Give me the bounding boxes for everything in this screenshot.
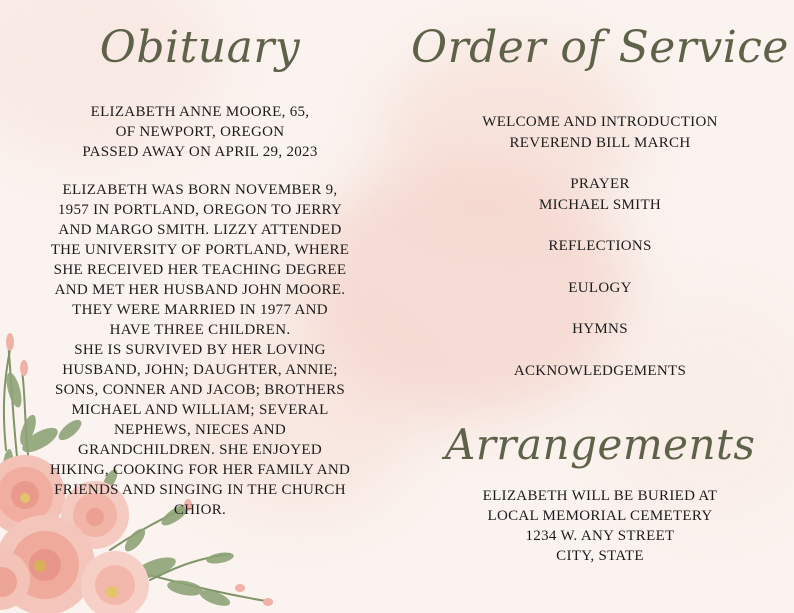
bio-line: SHE IS SURVIVED BY HER LOVING <box>74 342 326 358</box>
service-item-title: EULOGY <box>568 279 632 296</box>
intro-line: ELIZABETH ANNE MOORE, 65, <box>90 104 310 120</box>
service-item-title: WELCOME AND INTRODUCTION <box>482 114 718 130</box>
bio-line: MICHAEL AND WILLIAM; SEVERAL <box>71 402 329 418</box>
bio-line: 1957 IN PORTLAND, OREGON TO JERRY <box>57 202 343 218</box>
service-item-title: HYMNS <box>572 321 628 337</box>
arrangements-line: LOCAL MEMORIAL CEMETERY <box>487 508 713 524</box>
service-item-prayer <box>430 174 770 215</box>
order-of-service-heading: Order of Service <box>411 22 789 73</box>
bio-line: NEPHEWS, NIECES AND <box>114 422 286 438</box>
service-item-welcome <box>430 112 770 153</box>
intro-line: OF NEWPORT, OREGON <box>115 124 285 140</box>
bio-line: AND MET HER HUSBAND JOHN MOORE. <box>54 282 346 298</box>
bio-line: THE UNIVERSITY OF PORTLAND, WHERE <box>50 242 350 258</box>
bio-line: CHIOR. <box>173 502 227 518</box>
bio-line: GRANDCHILDREN. SHE ENJOYED <box>77 442 323 458</box>
intro-line: PASSED AWAY ON APRIL 29, 2023 <box>82 144 318 160</box>
bio-line: HIKING, COOKING FOR HER FAMILY AND <box>49 462 351 478</box>
arrangements-line: 1234 W. ANY STREET <box>525 528 675 544</box>
bio-line: FRIENDS AND SINGING IN THE CHURCH <box>54 482 346 498</box>
bio-line: HUSBAND, JOHN; DAUGHTER, ANNIE; <box>62 362 338 378</box>
service-item-person: MICHAEL SMITH <box>538 196 662 213</box>
obituary-heading: Obituary <box>99 22 301 73</box>
service-item-acknowledgements <box>430 361 770 382</box>
arrangements-details <box>430 486 770 566</box>
bio-line: ELIZABETH WAS BORN NOVEMBER 9, <box>62 182 338 198</box>
service-item-hymns <box>430 319 770 340</box>
arrangements-line: CITY, STATE <box>556 548 644 564</box>
arrangements-heading: Arrangements <box>445 420 756 469</box>
obituary-intro <box>40 102 360 162</box>
bio-line: THEY WERE MARRIED IN 1977 AND <box>72 302 328 318</box>
order-of-service-list <box>430 112 770 402</box>
service-item-person: REVEREND BILL MARCH <box>509 134 691 151</box>
service-item-reflections <box>430 236 770 257</box>
service-item-eulogy <box>430 278 770 299</box>
obituary-biography <box>40 180 360 520</box>
arrangements-line: ELIZABETH WILL BE BURIED AT <box>482 488 718 504</box>
bio-line: SHE RECEIVED HER TEACHING DEGREE <box>53 262 347 278</box>
bio-line: AND MARGO SMITH. LIZZY ATTENDED <box>58 222 342 238</box>
bio-line: SONS, CONNER AND JACOB; BROTHERS <box>54 382 346 398</box>
service-item-title: PRAYER <box>570 176 630 192</box>
service-item-title: ACKNOWLEDGEMENTS <box>513 362 687 379</box>
bio-line: HAVE THREE CHILDREN. <box>109 322 291 338</box>
service-item-title: REFLECTIONS <box>548 238 652 254</box>
